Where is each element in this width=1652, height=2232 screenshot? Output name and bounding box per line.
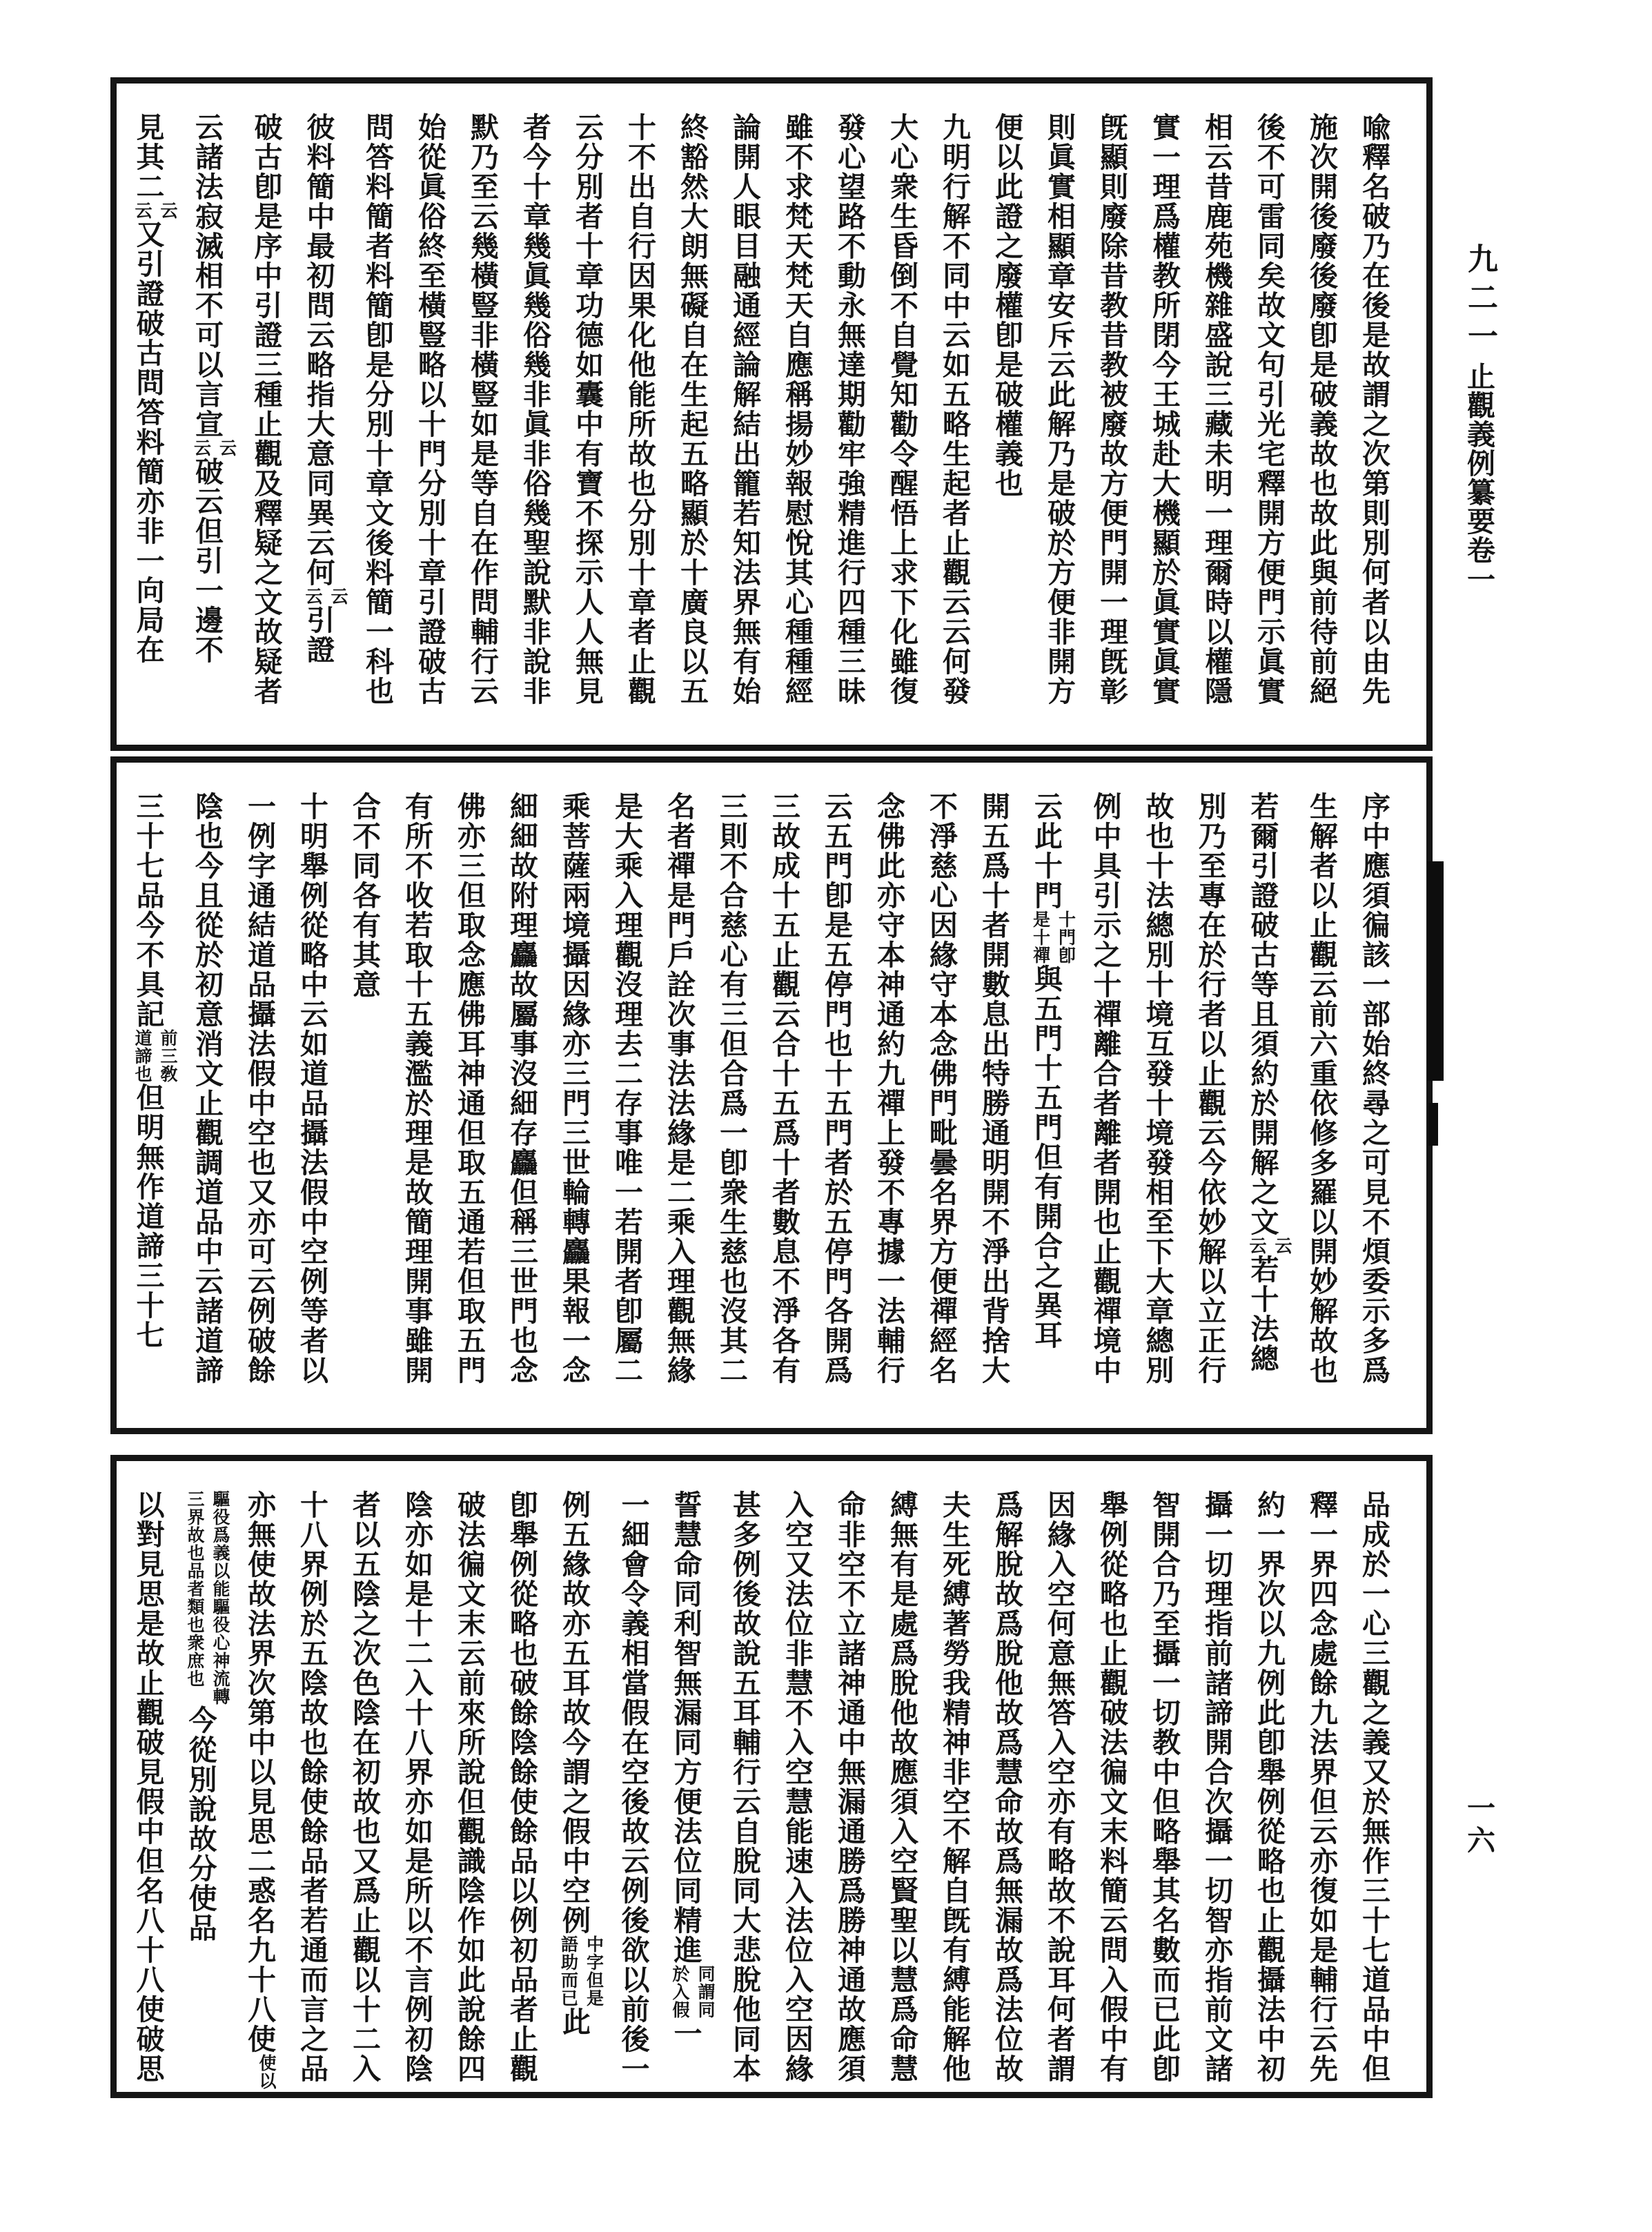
- column-text: 者以五陰之次色陰在初故也又爲止觀以十二入: [348, 1490, 381, 2084]
- text-column: [561, 112, 613, 727]
- text-column: [1020, 792, 1079, 1410]
- column-text: 例中具引示之十禪離合者離者開也止觀禪境中: [1088, 792, 1122, 1385]
- column-text: 云此十門: [1030, 792, 1063, 910]
- column-text: 終豁然大朗無礙自在生起五略顯於十廣良以五: [676, 112, 709, 706]
- text-column: [928, 1490, 981, 2084]
- interlinear-note: [189, 439, 240, 457]
- text-column: [1348, 1490, 1400, 2084]
- text-column: [1190, 112, 1243, 727]
- column-text: 三故成十五止觀云合十五爲十者數息不淨各有: [767, 792, 800, 1385]
- column-text: 者今十章幾眞幾俗幾非眞非俗幾聖說默非說非: [518, 112, 551, 706]
- text-column: [1295, 792, 1348, 1410]
- column-text: 開五爲十者開數息出特勝通明開不淨出背捨大: [977, 792, 1010, 1385]
- column-text: 智開合乃至攝一切教中但略舉其名數而已此卽: [1148, 1490, 1181, 2084]
- interlinear-note: [130, 202, 181, 219]
- text-column: [1348, 792, 1400, 1410]
- text-column: [404, 112, 456, 727]
- text-column: [718, 112, 771, 727]
- interlinear-note: [556, 1935, 607, 2007]
- column-text: 引證: [302, 605, 335, 665]
- column-text: 念佛此亦守本神通約九禪上發不專據一法輔行: [872, 792, 905, 1385]
- text-column: [705, 792, 758, 1410]
- column-text: 舉例從略也止觀破法徧文末料簡云問入假中有: [1095, 1490, 1128, 2084]
- column-text: 細細故附理麤故屬事沒細存麤但稱三世門也念: [505, 792, 538, 1385]
- text-frame-band-3: [110, 1455, 1433, 2098]
- text-column: [666, 112, 718, 727]
- interlinear-note: [1244, 1237, 1295, 1255]
- scan-artifact: [1427, 861, 1444, 1081]
- column-text: 品成於一心三觀之義又於無作三十七道品中但: [1357, 1490, 1390, 2084]
- interlinear-note: [1028, 910, 1079, 964]
- text-frame-band-2: [110, 756, 1433, 1434]
- text-column: [1190, 1490, 1243, 2084]
- text-column: [1184, 792, 1237, 1410]
- column-text: 今從別說故分使品: [184, 1705, 217, 1943]
- text-column: [1237, 792, 1296, 1410]
- interlinear-note: [667, 1965, 718, 2019]
- column-text: 云諸法寂滅相不可以言宣: [190, 112, 224, 439]
- text-column: [718, 1490, 771, 2084]
- text-column: [233, 1490, 286, 2090]
- text-column: [758, 792, 810, 1410]
- column-text: 三十七品今不具記: [131, 792, 165, 1029]
- column-text: 十明舉例從略中云如道品攝法假中空例等者以: [295, 792, 328, 1385]
- text-column: [981, 1490, 1033, 2084]
- page-title: 止觀義例纂要卷一: [1462, 362, 1495, 594]
- text-column: [823, 1490, 876, 2084]
- text-column: [876, 112, 928, 727]
- note-line: 同謂同: [696, 1965, 716, 2019]
- column-text: 是大乘入理觀沒理去二存事唯一若開者卽屬二: [610, 792, 643, 1385]
- text-column: [653, 792, 705, 1410]
- interlinear-note: [300, 587, 351, 605]
- column-text: 亦無使故法界次第中以見思二惑名九十八使: [243, 1490, 276, 2054]
- column-text: 誓慧命同利智無漏同方便法位同精進: [669, 1490, 702, 1965]
- text-column: [122, 792, 181, 1410]
- column-text: 縛無有是處爲脫他故應須入空賢聖以慧爲命慧: [885, 1490, 918, 2084]
- column-text: 旣顯則廢除昔教昔教被廢故方便門開一理旣彰: [1095, 112, 1128, 706]
- text-column: [771, 112, 823, 727]
- column-text: 喩釋名破乃在後是故謂之次第則別何者以由先: [1357, 112, 1390, 706]
- text-column: [607, 1490, 660, 2084]
- column-text: 與五門十五門但有開合之異耳: [1030, 964, 1063, 1350]
- text-column: [175, 1490, 234, 2074]
- column-text: 故也十法總別十境互發十境發相至下大章總別: [1141, 792, 1174, 1385]
- column-text: 爲解脫故爲脫他故爲慧命故爲無漏故爲法位故: [990, 1490, 1023, 2084]
- column-text: 卽舉例從略也破餘陰餘使餘品以例初品者止觀: [505, 1490, 538, 2084]
- note-line: 云: [303, 587, 323, 605]
- column-text: 生解者以止觀云前六重依修多羅以開妙解故也: [1305, 792, 1338, 1385]
- note-line: 於入假: [670, 1965, 690, 2019]
- column-text: 一例字通結道品攝法假中空也又亦可云例破餘: [243, 792, 276, 1385]
- column-text: 乘菩薩兩境攝因緣亦三門三世輪轉麤果報一念: [558, 792, 591, 1385]
- column-text: 入空又法位非慧不入空慧能速入法位入空因緣: [780, 1490, 814, 2084]
- column-text: 破法徧文末云前來所說但觀識陰作如此說餘四: [453, 1490, 486, 2084]
- text-column: [391, 1490, 443, 2084]
- column-text: 默乃至云幾橫豎非橫豎如是等自在作問輔行云: [466, 112, 499, 706]
- note-line: 云: [328, 587, 348, 605]
- column-text: 別乃至專在於行者以止觀云今依妙解以立正行: [1193, 792, 1227, 1385]
- text-column: [863, 792, 915, 1410]
- text-column: [181, 792, 233, 1410]
- text-column: [810, 792, 863, 1410]
- text-column: [771, 1490, 823, 2084]
- note-line: 使以: [257, 2054, 277, 2090]
- column-text: 夫生死縛著勞我精神非空不解自旣有縛能解他: [938, 1490, 971, 2084]
- column-text: 一: [669, 2019, 702, 2048]
- text-column: [548, 1490, 607, 2074]
- note-line: 三界故也品者類也衆庶也: [185, 1490, 205, 1687]
- column-text: 十八界例於五陰故也餘使餘品者若通而言之品: [295, 1490, 328, 2084]
- text-column: [351, 112, 404, 727]
- text-column: [1295, 112, 1348, 727]
- note-line: 是十禪: [1030, 910, 1051, 964]
- column-text: 大心衆生昏倒不自覺知勸令醒悟上求下化雖復: [885, 112, 918, 706]
- column-text: 九明行解不同中云如五略生起者止觀云云何發: [938, 112, 971, 706]
- column-text: 相云昔鹿苑機雜盛說三藏未明一理爾時以權隱: [1200, 112, 1233, 706]
- text-column: [286, 1490, 338, 2084]
- text-column: [495, 792, 548, 1410]
- text-column: [181, 112, 240, 727]
- text-column: [981, 112, 1033, 727]
- page-number-top: 九二一: [1462, 243, 1497, 359]
- text-column: [509, 112, 561, 727]
- text-column: [240, 112, 293, 727]
- column-text: 云分別者十章功德如囊中有寶不探示人人無見: [571, 112, 604, 706]
- note-line: 十門卽: [1056, 910, 1076, 964]
- column-text: 名者禪是門戶詮次事法法緣是二乘入理觀無緣: [662, 792, 696, 1385]
- interlinear-note: [254, 2054, 279, 2090]
- text-column: [286, 792, 338, 1410]
- text-column: [1243, 112, 1295, 727]
- column-text: 十不出自行因果化他能所故也分別十章者止觀: [623, 112, 656, 706]
- note-line: 語助而已: [558, 1935, 579, 2007]
- column-text: 後不可雷同矣故文句引光宅釋開方便門示眞實: [1252, 112, 1286, 706]
- column-text: 因緣入空何意無答入空亦有略故不說耳何者謂: [1043, 1490, 1076, 2084]
- text-column: [1295, 1490, 1348, 2084]
- interlinear-note: [182, 1490, 233, 1705]
- column-text: 實一理爲權教所閉今王城赴大機顯於眞實眞實: [1148, 112, 1181, 706]
- column-text: 論開人眼目融通經論解結出籠若知法界無有始: [728, 112, 761, 706]
- column-text: 甚多例後故說五耳輔行云自脫同大悲脫他同本: [728, 1490, 761, 2084]
- text-column: [233, 792, 286, 1410]
- band-1-text: [117, 84, 1426, 745]
- text-column: [122, 112, 181, 727]
- note-line: 云: [191, 439, 212, 457]
- scan-artifact: [1428, 1103, 1438, 1146]
- column-text: 便以此證之廢權卽是破權義也: [990, 112, 1023, 498]
- text-column: [548, 792, 600, 1410]
- column-text: 有所不收若取十五義濫於理是故簡理開事雖開: [400, 792, 433, 1385]
- column-text: 發心望路不動永無達期勸牢強精進行四種三昧: [833, 112, 866, 706]
- column-text: 一細會令義相當假在空後故云例後欲以前後一: [616, 1490, 650, 2084]
- column-text: 約一界次以九例此卽舉例從略也止觀攝法中初: [1252, 1490, 1286, 2084]
- column-text: 以對見思是故止觀破見假中但名八十八使破思: [131, 1490, 165, 2084]
- text-column: [915, 792, 967, 1410]
- text-column: [1033, 1490, 1085, 2084]
- column-text: 則眞實相顯章安斥云此解乃是破於方便非開方: [1043, 112, 1076, 706]
- column-text: 例五緣故亦五耳故今謂之假中空例: [558, 1490, 591, 1935]
- text-column: [495, 1490, 548, 2084]
- note-line: 道諦也: [132, 1029, 153, 1083]
- note-line: 云: [158, 202, 178, 219]
- column-text: 彼料簡中最初問云略指大意同異云何: [302, 112, 335, 587]
- column-text: 施次開後廢後廢卽是破義故也故此與前待前絕: [1305, 112, 1338, 706]
- column-text: 始從眞俗終至橫豎略以十門分別十章引證破古: [413, 112, 446, 706]
- band-2-text: [117, 763, 1426, 1428]
- text-column: [600, 792, 653, 1410]
- text-column: [122, 1490, 175, 2084]
- note-line: 云: [217, 439, 237, 457]
- text-column: [1132, 792, 1184, 1410]
- text-column: [928, 112, 981, 727]
- column-text: 此: [558, 2007, 591, 2037]
- text-column: [613, 112, 666, 727]
- column-text: 佛亦三但取念應佛耳神通但取五通若但取五門: [453, 792, 486, 1385]
- text-column: [391, 792, 443, 1410]
- text-column: [1079, 792, 1132, 1410]
- text-column: [1138, 112, 1190, 727]
- text-column: [1348, 112, 1400, 727]
- column-text: 若爾引證破古等且須約於開解之文: [1246, 792, 1279, 1237]
- column-text: 攝一切理指前諸諦開合次攝一切智亦指前文諸: [1200, 1490, 1233, 2084]
- text-column: [1085, 112, 1138, 727]
- column-text: 釋一界四念處餘九法界但云亦復如是輔行云先: [1305, 1490, 1338, 2084]
- column-text: 若十法總: [1246, 1255, 1279, 1373]
- band-3-text: [117, 1461, 1426, 2092]
- text-column: [338, 1490, 391, 2084]
- text-column: [1243, 1490, 1295, 2084]
- text-column: [823, 112, 876, 727]
- text-column: [293, 112, 352, 727]
- column-text: 序中應須徧該一部始終尋之可見不煩委示多爲: [1357, 792, 1390, 1385]
- text-column: [967, 792, 1020, 1410]
- note-line: 前三敎: [158, 1029, 178, 1083]
- text-column: [660, 1490, 719, 2074]
- text-column: [443, 1490, 495, 2084]
- column-text: 又引證破古問答料簡亦非一向局在: [131, 219, 165, 665]
- column-text: 見其二: [131, 112, 165, 202]
- column-text: 命非空不立諸神通中無漏通勝爲勝神通故應須: [833, 1490, 866, 2084]
- column-text: 陰亦如是十二入十八界亦如是所以不言例初陰: [400, 1490, 433, 2084]
- column-text: 但明無作道諦三十七: [131, 1083, 165, 1350]
- text-column: [876, 1490, 928, 2084]
- column-text: 三則不合慈心有三但合爲一卽衆生慈也沒其二: [715, 792, 748, 1385]
- text-column: [1033, 112, 1085, 727]
- column-text: 破云但引一邊不: [190, 457, 224, 665]
- column-text: 云五門卽是五停門也十五門者於五停門各開爲: [820, 792, 853, 1385]
- column-text: 雖不求梵天梵天自應稱揚妙報慰悅其心種種經: [780, 112, 814, 706]
- text-column: [1085, 1490, 1138, 2084]
- column-text: 合不同各有其意: [348, 792, 381, 999]
- note-line: 云: [1247, 1237, 1267, 1255]
- text-frame-band-1: [110, 77, 1433, 751]
- note-line: 云: [132, 202, 153, 219]
- folio-number: 一六: [1462, 1793, 1495, 1858]
- column-text: 問答料簡者料簡卽是分別十章文後料簡一科也: [361, 112, 394, 706]
- column-text: 破古卽是序中引證三種止觀及釋疑之文故疑者: [249, 112, 283, 706]
- note-line: 云: [1272, 1237, 1292, 1255]
- text-column: [338, 792, 391, 1410]
- text-column: [456, 112, 509, 727]
- text-column: [1138, 1490, 1190, 2084]
- column-text: 陰也今且從於初意消文止觀調道品中云諸道諦: [190, 792, 224, 1385]
- note-line: 驅役爲義以能驅役心神流轉: [210, 1490, 230, 1705]
- column-text: 不淨慈心因緣守本念佛門毗曇名界方便禪經名: [925, 792, 958, 1385]
- text-column: [443, 792, 495, 1410]
- interlinear-note: [130, 1029, 181, 1083]
- note-line: 中字但是: [584, 1935, 604, 2007]
